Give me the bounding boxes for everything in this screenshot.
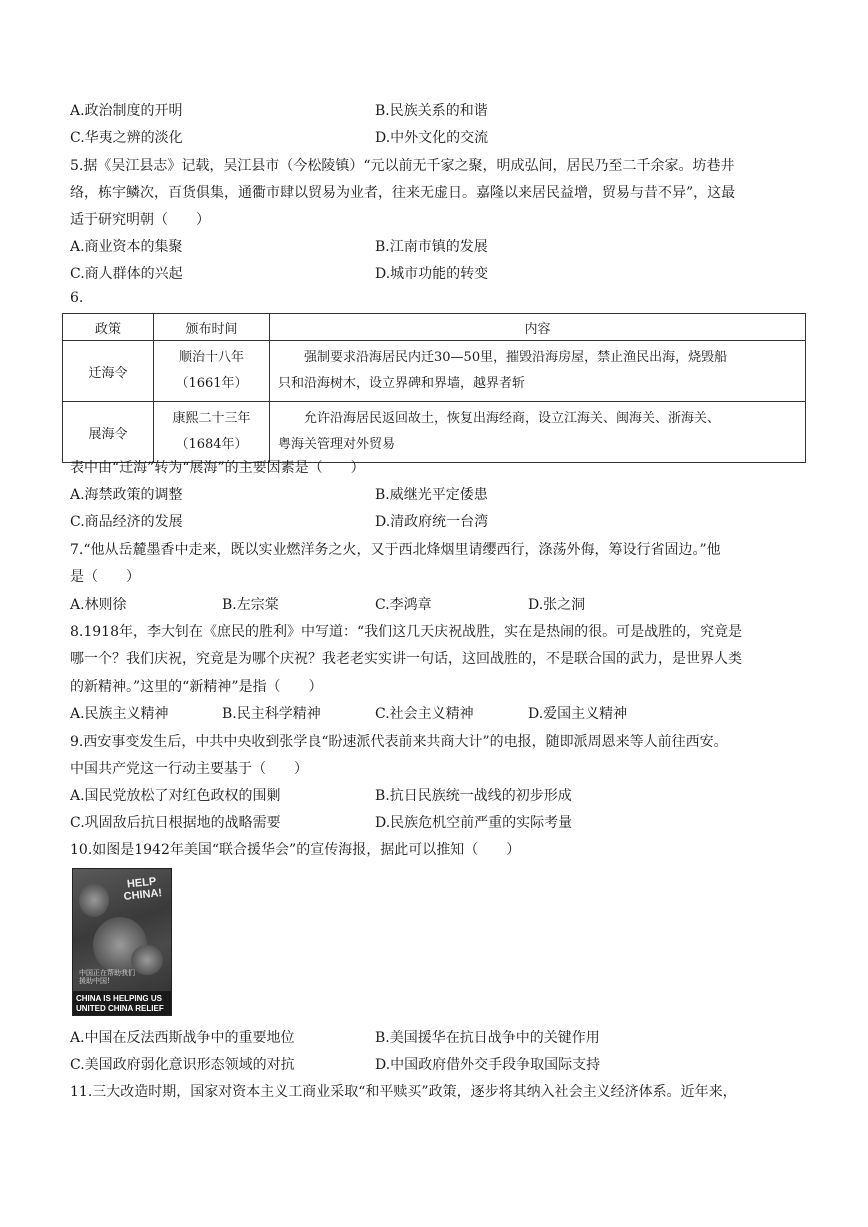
cell-content-line1: 强制要求沿海居民内迁30—50里，摧毁沿海房屋，禁止渔民出海，烧毁船 [278, 350, 728, 365]
q4-option-c: C.华夷之辨的淡化 [70, 130, 183, 146]
q11-stem-line1: 11.三大改造时期，国家对资本主义工商业采取“和平赎买”政策，逐步将其纳入社会主义经济体系。近年来， [70, 1084, 737, 1100]
q10-option-d: D.中国政府借外交手段争取国际支持 [375, 1057, 601, 1073]
poster-figure-child [131, 945, 163, 975]
cell-content [270, 341, 806, 402]
cell-date [154, 402, 270, 463]
q8-option-d: D.爱国主义精神 [528, 706, 628, 722]
q5-stem-line3: 适于研究明朝（ ） [70, 212, 210, 228]
cell-content-line1: 允许沿海居民返回故土，恢复出海经商，设立江海关、闽海关、浙海关、 [278, 411, 721, 426]
cell-content [270, 402, 806, 463]
header-policy: 政策 [63, 314, 154, 341]
q8-stem-line3: 的新精神。”这里的“新精神”是指（ ） [70, 679, 323, 695]
q8-option-c: C.社会主义精神 [375, 706, 474, 722]
q5-stem-line2: 络，栋宇鳞次，百货俱集，通衢市肆以贸易为业者，往来无虚日。嘉隆以来居民益增，贸易与昔不异”，这最 [70, 185, 736, 201]
cell-date-line2: （1661年） [175, 376, 248, 391]
header-content: 内容 [270, 314, 806, 341]
q8-option-b: B.民主科学精神 [222, 706, 321, 722]
q6-option-d: D.清政府统一台湾 [375, 514, 489, 530]
q10-option-c: C.美国政府弱化意识形态领域的对抗 [70, 1057, 295, 1073]
q9-stem-line2: 中国共产党这一行动主要基于（ ） [70, 761, 308, 777]
q7-stem-line2: 是（ ） [70, 569, 140, 585]
q5-option-a: A.商业资本的集聚 [70, 239, 183, 255]
q6-option-a: A.海禁政策的调整 [70, 487, 183, 503]
policy-table [62, 313, 806, 463]
q8-option-a: A.民族主义精神 [70, 706, 169, 722]
q7-option-d: D.张之洞 [528, 597, 586, 613]
q10-stem: 10.如图是1942年美国“联合援华会”的宣传海报，据此可以推知（ ） [70, 842, 521, 858]
q9-option-b: B.抗日民族统一战线的初步形成 [375, 788, 572, 804]
q5-option-c: C.商人群体的兴起 [70, 266, 183, 282]
poster-figure-head [79, 883, 109, 917]
poster-caption [79, 969, 135, 985]
cell-policy: 展海令 [63, 402, 154, 463]
q9-option-a: A.国民党放松了对红色政权的围剿 [70, 788, 281, 804]
poster-bottom-line1: CHINA IS HELPING US [76, 994, 162, 1003]
q9-option-d: D.民族危机空前严重的实际考量 [375, 815, 573, 831]
q4-option-b: B.民族关系的和谐 [375, 103, 488, 119]
q5-option-d: D.城市功能的转变 [375, 266, 489, 282]
q10-option-b: B.美国援华在抗日战争中的关键作用 [375, 1030, 600, 1046]
q6-option-b: B.威继光平定倭患 [375, 487, 488, 503]
poster-caption-line1: 中国正在帮助我们 [79, 969, 135, 977]
q7-stem-line1: 7.“他从岳麓墨香中走来，既以实业燃洋务之火，又于西北烽烟里请缨西行，涤荡外侮，筹设行省固边。”他 [70, 542, 721, 558]
q9-option-c: C.巩固敌后抗日根据地的战略需要 [70, 815, 281, 831]
poster-help-line2: CHINA! [122, 886, 163, 903]
q6-question: 表中由“迁海”转为“展海”的主要因素是（ ） [70, 460, 365, 476]
header-date: 颁布时间 [154, 314, 270, 341]
q7-option-b: B.左宗棠 [222, 597, 279, 613]
q4-option-a: A.政治制度的开明 [70, 103, 183, 119]
q7-option-c: C.李鸿章 [375, 597, 432, 613]
q7-option-a: A.林则徐 [70, 597, 127, 613]
poster-bottom-line2: UNITED CHINA RELIEF [76, 1004, 164, 1013]
cell-date [154, 341, 270, 402]
cell-content-line2: 只和沿海树木，设立界碑和界墙，越界者斩 [278, 376, 526, 391]
q5-option-b: B.江南市镇的发展 [375, 239, 488, 255]
poster-caption-line2: 援助中国! [79, 977, 110, 985]
q8-stem-line1: 8.1918年，李大钊在《庶民的胜利》中写道：“我们这几天庆祝战胜，实在是热闹的很。可是战胜的，究竟是 [70, 624, 743, 640]
q8-stem-line2: 哪一个？我们庆祝，究竟是为哪个庆祝？我老老实实讲一句话，这回战胜的，不是联合国的武力，是世界人类 [70, 651, 742, 667]
q9-stem-line1: 9.西安事变发生后，中共中央收到张学良“盼速派代表前来共商大计”的电报，随即派周恩来等人前往西安。 [70, 734, 728, 750]
table-header-row [63, 314, 806, 341]
cell-date-line1: 康熙二十三年 [172, 411, 251, 426]
cell-content-line2: 粤海关管理对外贸易 [278, 437, 396, 452]
q6-option-c: C.商品经济的发展 [70, 514, 183, 530]
poster-help-line1: HELP [125, 875, 157, 891]
cell-policy: 迁海令 [63, 341, 154, 402]
cell-date-line1: 顺治十八年 [178, 350, 244, 365]
q5-stem-line1: 5.据《吴江县志》记载，吴江县市（今松陵镇）“元以前无千家之聚，明成弘间，居民乃至二千余家。坊巷井 [70, 158, 735, 174]
poster-help-text [121, 875, 162, 903]
q10-option-a: A.中国在反法西斯战争中的重要地位 [70, 1030, 295, 1046]
table-row [63, 402, 806, 463]
q6-number: 6. [70, 290, 84, 306]
poster-image [72, 868, 172, 1016]
table-row [63, 341, 806, 402]
q4-option-d: D.中外文化的交流 [375, 130, 489, 146]
cell-date-line2: （1684年） [175, 437, 248, 452]
